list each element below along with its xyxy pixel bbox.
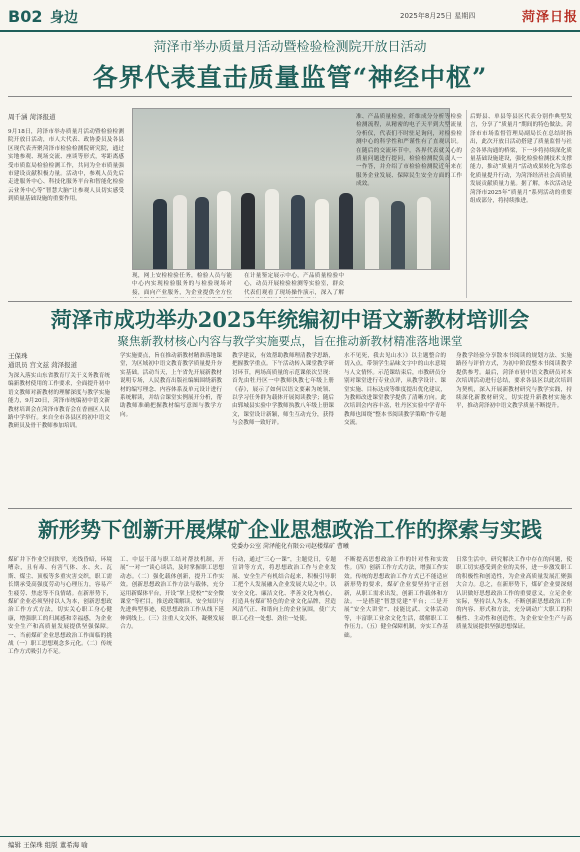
article1-column-5: 后野县、单县等县区代表分别作典型发言，分享了“质量月”期间的特色做法。菏泽市市场监督管理局副局长在总结时指出，此次开放日活动搭建了质量监督与社会各界沟通的桥梁，下一步将持续深化质量基础设施建设，强化检验检测技术支撑能力，推动“质量月”活动成果转化为常态化质量提升行动，为菏泽经济社会高质量发展贡献质量力量。据了解，本次活动是菏泽市2025年“质量月”系列活动的重要组成部分，将持续推进。 [470, 114, 572, 205]
article3-column-2: 工、中层干部与职工结对帮扶机制，开展“一对一”谈心谈话，及时掌握职工思想动态。（二）强化载体创新，提升工作实效。创新思想政治工作方法与载体，充分运用新媒体平台，开设“掌上党校”“安全微课堂”等栏目，推送政策解读、安全知识与先进典型事迹，使思想政治工作从线下延伸到线上。（三）注重人文关怀，凝聚发展合力。 [120, 557, 224, 631]
column-divider [466, 110, 467, 298]
article2-column-2: 学实施要点，旨在推动新教材精准落地课堂，为区域初中语文教育教学质量提升夯实基础。活动当天，上午省先开展新教材说明专场，人民教育出版社编辑围绕新教材的编写理念、内容体系及单元设计进行系统解读，并结合课堂实例展开分析，帮助教师准确把握教材编写意图与教学方向。 [120, 353, 222, 418]
issue-date: 2025年8月25日 星期四 [400, 12, 476, 20]
divider [8, 301, 572, 302]
article3-column-4: 不断提高思想政治工作的针对性和实效性。（四）创新工作方式方法，增强工作实效。传统的思想政治工作方式已不能适应新形势的要求，煤矿企业要坚持守正创新，从职工需求出发，创新工作载体和方法。一是搭建“智慧党建”平台；二是开展“安全大讲堂”、技能比武、文体活动等，丰富职工业余文化生活，缓解职工工作压力。（五）健全保障机制，夯实工作基础。 [344, 557, 448, 639]
article2-column-4: 水不见死，我去见山水）》以主题整合的切入点，带领学生品味文字中的山水意境与人文情怀。示范课结束后，市教研员分别对课堂进行专业点评，从教学设计、课堂实施、目标达成等维度提出优化建议，为教师改进课堂教学提供了清晰方向。此次培训会内容丰富，牡丹区实验中学青年教师也围绕“整本书阅读教学策略”作专题交流。 [344, 353, 446, 427]
divider [8, 508, 572, 509]
article1-kicker: 菏泽市举办质量月活动暨检验检测院开放日活动 [153, 40, 427, 55]
page-footer [0, 836, 580, 852]
article2-subhead: 聚焦新教材核心内容与教学实施要点，旨在推动新教材精准落地课堂 [117, 334, 463, 348]
article1-column-3: 在计量鉴定展示中心，产品质量检验中心，动员开展检验检测等实验室，群众代表们观看了现场操作演示，深入了解 [244, 273, 344, 296]
article1-headline: 各界代表直击质量监管“神经中枢” [92, 63, 488, 92]
article2-column-1: 为深入落实山东省教育厅关于义务教育统编新教材使用的工作要求，全面提升初中语文教师对新教材的理解深度与教学实施能力，9月20日，菏泽市统编初中语文新教材培训会在菏泽市教育会在香画区人民路中学举行。来自全市各县区的初中语文教研员及骨干教师参加培训。 [8, 373, 110, 430]
article2-byline: 王保珠 通讯员 宫文兹 菏泽报道 [8, 352, 78, 369]
article3-column-5: 日常生活中，研究解决工作中存在的问题，使职工切实感受到企业的关怀，进一步激发职工的积极性和创造性，为企业高质量发展汇聚强大合力。总之，在新形势下，煤矿企业要深刻认识做好思想政治工作的重要意义，立足企业实际，坚持以人为本，不断创新思想政治工作的内容、形式和方法，充分调动广大职工的积极性、主动性和创造性，为企业安全生产与高质量发展提供坚强思想保证。 [456, 557, 572, 631]
paper-logo: 菏泽日报 [522, 10, 579, 25]
page-number: B02 [8, 7, 43, 26]
editor-credits: 编辑 王保珠 组版 董希海 喻 [8, 841, 88, 849]
article1-column-1: 9月18日，菏泽市举办质量月活动暨检验检测院开放日活动，市人大代表、政协委员及各县区现代表齐聚菏泽市检验检测院研究院，通过实地参观、现场交流、座谈等形式，零距离感受市质监局检验检测工作，共同为全市质量强市建设贡献积极力量。活动中，参观人员先后走进服务中心、科技化服务平台和智能化检验云业务中心等“智慧大脑”让参观人员切实感受到质量基础设施的重要作用。 [8, 129, 124, 203]
article2-column-3: 教学建议，有效帮助教师理清教学思路，把握教学重点。下午活动转入课堂教学研讨环节，两场高质量的示范课依次呈现：首先由牡丹区一中教师执教七年级上册《春》，展示了如何以语文要素为统领、以学习任务群为载体开展阅读教学；随后由郓城县实验中学教师执教八年级上册课文，课堂设计新颖，师生互动充分，获得与会教师一致好评。 [232, 353, 334, 427]
section-name: 身边 [50, 10, 78, 26]
article2-column-5: 身教学经验分享散本书阅读的规划方法、实施路径与评价方式，为初中阶段整本书阅读教学提供参考。最后，菏泽市初中语文教研员对本次培训活动进行总结，要求各县区以此次培训为契机，深入开展新教材研究与教学实践，持续深化新教材研究，切实提升新教材实施水平，推动菏泽初中语文教学质量不断提升。 [456, 353, 572, 410]
article3-headline: 新形势下创新开展煤矿企业思想政治工作的探索与实践 [38, 517, 542, 542]
divider [8, 96, 572, 97]
article1-byline: 周千涵 菏泽报道 [8, 113, 56, 121]
article2-headline: 菏泽市成功举办2025年统编初中语文新教材培训会 [50, 307, 530, 332]
article3-column-3: 行动，通过“三心一课”，主题党日，专题宣讲等方式，将思想政治工作与企业发展、安全生产有机结合起来，积极引导职工把个人发展融入企业发展大局之中。以安全文化、廉洁文化、孝善文化为核心，打造具有煤矿特色的企业文化品牌，营造风清气正、和谐向上的企业氛围，使广大职工心往一处想、劲往一处使。 [232, 557, 336, 622]
article3-column-1: 煤矿井下作业空间狭窄，光线昏暗，环境嘈杂，且有毒、有害气体、水、火、瓦斯、煤尘、顶板等多重灾害交织，职工需长期承受高强度劳动与心理压力，容易产生疲劳、焦虑等不良情绪。在新形势下，煤矿企业必须坚持以人为本，创新思想政治工作方式方法，切实关心职工身心健康，增强职工的归属感和幸福感，为企业安全生产和高质量发展提供坚强保障。一、当前煤矿企业思想政治工作面临的挑战（一）职工思想观念多元化。（二）传统工作方式吸引力不足。 [8, 557, 112, 656]
article1-column-2: 现，网上安检检验任务，检验人员与能中心内实现检验服务的与检验现场对接，面向产业服务，为企业提供全方位 [132, 273, 232, 296]
article3-byline: 党委办公室 菏泽能化有限公司赵楼煤矿 曹曦 [231, 543, 349, 550]
article1-column-4: 准、产品质量检验，纤维成分分析等检验检测流程，从精密的电子天平到大型流量分析仪，代表们不时驻足询问，对检验检测中心的科学性和严谨性有了直观认识。在随后的交流环节中，各界代表就关心的质量问题进行提问，检验检测院负责人一一作答，并介绍了市检验检测院近年来在服务企业发展、保障民生安全方面的工作成效。 [356, 114, 462, 188]
masthead [0, 0, 580, 32]
